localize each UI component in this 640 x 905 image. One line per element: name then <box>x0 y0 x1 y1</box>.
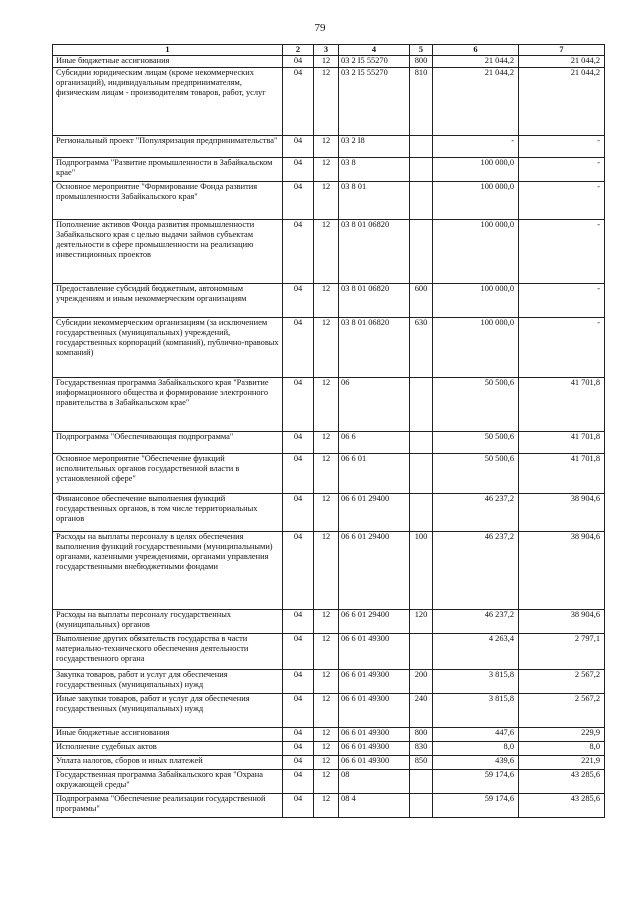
row-name: Субсидии юридическим лицам (кроме некоммерческих организаций), индивидуальным предпринимателям, физическим лицам - производителям товаров, работ, услуг <box>53 68 283 136</box>
table-row <box>53 610 605 634</box>
table-row <box>53 756 605 770</box>
row-name: Государственная программа Забайкальского края "Охрана окружающей среды" <box>53 770 283 794</box>
row-name: Иные бюджетные ассигнования <box>53 56 283 68</box>
row-name: Исполнение судебных актов <box>53 742 283 756</box>
table-row <box>53 494 605 532</box>
amount-year-2: 21 044,2 <box>519 56 605 68</box>
section-code: 04 <box>283 454 314 494</box>
table-row <box>53 454 605 494</box>
section-code: 04 <box>283 182 314 220</box>
amount-year-1: 59 174,6 <box>433 770 519 794</box>
subsection-code: 12 <box>314 670 339 694</box>
table-row <box>53 378 605 432</box>
target-article-code: 06 6 01 49300 <box>339 728 410 742</box>
target-article-code: 03 8 01 06820 <box>339 284 410 318</box>
row-name: Региональный проект "Популяризация предпринимательства" <box>53 136 283 158</box>
section-code: 04 <box>283 136 314 158</box>
row-name: Подпрограмма "Развитие промышленности в Забайкальском крае" <box>53 158 283 182</box>
amount-year-1: 21 044,2 <box>433 68 519 136</box>
amount-year-1: 46 237,2 <box>433 532 519 610</box>
section-code: 04 <box>283 728 314 742</box>
subsection-code: 12 <box>314 68 339 136</box>
expense-type-code: 810 <box>410 68 433 136</box>
subsection-code: 12 <box>314 220 339 284</box>
expense-type-code: 800 <box>410 56 433 68</box>
subsection-code: 12 <box>314 728 339 742</box>
amount-year-2: - <box>519 158 605 182</box>
expense-type-code: 120 <box>410 610 433 634</box>
expense-type-code: 830 <box>410 742 433 756</box>
target-article-code: 06 6 01 49300 <box>339 634 410 670</box>
row-name: Уплата налогов, сборов и иных платежей <box>53 756 283 770</box>
subsection-code: 12 <box>314 742 339 756</box>
section-code: 04 <box>283 158 314 182</box>
amount-year-2: 41 701,8 <box>519 454 605 494</box>
amount-year-1: 4 263,4 <box>433 634 519 670</box>
table-row <box>53 68 605 136</box>
table-row <box>53 670 605 694</box>
target-article-code: 06 6 01 <box>339 454 410 494</box>
expense-type-code <box>410 378 433 432</box>
table-row <box>53 794 605 818</box>
header-cell: 7 <box>519 45 605 56</box>
target-article-code: 06 6 01 49300 <box>339 756 410 770</box>
amount-year-1: 3 815,8 <box>433 670 519 694</box>
table-row <box>53 182 605 220</box>
amount-year-2: 41 701,8 <box>519 432 605 454</box>
target-article-code: 08 <box>339 770 410 794</box>
row-name: Пополнение активов Фонда развития промышленности Забайкальского края с целью выдачи займов субъектам деятельности в сфере промышленности на реализацию инвестиционных проектов <box>53 220 283 284</box>
amount-year-1: 21 044,2 <box>433 56 519 68</box>
amount-year-2: 21 044,2 <box>519 68 605 136</box>
subsection-code: 12 <box>314 794 339 818</box>
expense-type-code <box>410 158 433 182</box>
amount-year-2: - <box>519 284 605 318</box>
section-code: 04 <box>283 756 314 770</box>
section-code: 04 <box>283 610 314 634</box>
target-article-code: 06 6 01 29400 <box>339 494 410 532</box>
amount-year-2: - <box>519 220 605 284</box>
section-code: 04 <box>283 694 314 728</box>
page-number: 79 <box>314 22 326 34</box>
amount-year-2: 43 285,6 <box>519 770 605 794</box>
section-code: 04 <box>283 378 314 432</box>
expense-type-code <box>410 794 433 818</box>
amount-year-1: 100 000,0 <box>433 182 519 220</box>
amount-year-2: 8,0 <box>519 742 605 756</box>
budget-table <box>52 44 605 818</box>
target-article-code: 03 2 I8 <box>339 136 410 158</box>
section-code: 04 <box>283 284 314 318</box>
subsection-code: 12 <box>314 494 339 532</box>
amount-year-1: 46 237,2 <box>433 610 519 634</box>
expense-type-code <box>410 182 433 220</box>
table-row <box>53 742 605 756</box>
amount-year-1: 439,6 <box>433 756 519 770</box>
table-row <box>53 56 605 68</box>
row-name: Иные закупки товаров, работ и услуг для обеспечения государственных (муниципальных) нужд <box>53 694 283 728</box>
target-article-code: 03 8 01 <box>339 182 410 220</box>
section-code: 04 <box>283 318 314 378</box>
header-cell: 5 <box>410 45 433 56</box>
target-article-code: 03 2 I5 55270 <box>339 56 410 68</box>
section-code: 04 <box>283 670 314 694</box>
subsection-code: 12 <box>314 432 339 454</box>
header-cell: 4 <box>339 45 410 56</box>
amount-year-2: 41 701,8 <box>519 378 605 432</box>
expense-type-code: 850 <box>410 756 433 770</box>
target-article-code: 06 6 01 49300 <box>339 694 410 728</box>
header-cell: 6 <box>433 45 519 56</box>
amount-year-1: 100 000,0 <box>433 220 519 284</box>
amount-year-2: 221,9 <box>519 756 605 770</box>
row-name: Предоставление субсидий бюджетным, автономным учреждениям и иным некоммерческим организациям <box>53 284 283 318</box>
row-name: Иные бюджетные ассигнования <box>53 728 283 742</box>
expense-type-code: 600 <box>410 284 433 318</box>
subsection-code: 12 <box>314 182 339 220</box>
row-name: Подпрограмма "Обеспечение реализации государственной программы" <box>53 794 283 818</box>
table-row <box>53 728 605 742</box>
amount-year-1: 59 174,6 <box>433 794 519 818</box>
amount-year-2: 2 567,2 <box>519 670 605 694</box>
subsection-code: 12 <box>314 454 339 494</box>
expense-type-code: 800 <box>410 728 433 742</box>
table-row <box>53 136 605 158</box>
row-name: Субсидии некоммерческим организациям (за исключением государственных (муниципальных) учреждений, государственных корпораций (компаний), публично-правовых компаний) <box>53 318 283 378</box>
section-code: 04 <box>283 532 314 610</box>
amount-year-1: 3 815,8 <box>433 694 519 728</box>
table-body <box>53 56 605 818</box>
header-cell: 1 <box>53 45 283 56</box>
amount-year-1: 50 500,6 <box>433 454 519 494</box>
row-name: Расходы на выплаты персоналу в целях обеспечения выполнения функций государственными (муниципальными) органами, казенными учреждениями, органами управления государственными внебюджетными фондами <box>53 532 283 610</box>
subsection-code: 12 <box>314 634 339 670</box>
table-row <box>53 158 605 182</box>
table-row <box>53 318 605 378</box>
table-row <box>53 432 605 454</box>
expense-type-code <box>410 494 433 532</box>
expense-type-code: 200 <box>410 670 433 694</box>
section-code: 04 <box>283 220 314 284</box>
subsection-code: 12 <box>314 318 339 378</box>
subsection-code: 12 <box>314 378 339 432</box>
target-article-code: 06 6 01 29400 <box>339 610 410 634</box>
row-name: Выполнение других обязательств государства в части материально-технического обеспечения деятельности государственного органа <box>53 634 283 670</box>
table-header-row <box>53 45 605 56</box>
target-article-code: 03 8 <box>339 158 410 182</box>
target-article-code: 06 6 01 49300 <box>339 670 410 694</box>
subsection-code: 12 <box>314 756 339 770</box>
amount-year-1: 447,6 <box>433 728 519 742</box>
section-code: 04 <box>283 770 314 794</box>
amount-year-2: 2 567,2 <box>519 694 605 728</box>
section-code: 04 <box>283 494 314 532</box>
amount-year-1: 100 000,0 <box>433 318 519 378</box>
section-code: 04 <box>283 68 314 136</box>
section-code: 04 <box>283 432 314 454</box>
amount-year-1: 50 500,6 <box>433 432 519 454</box>
expense-type-code <box>410 136 433 158</box>
subsection-code: 12 <box>314 770 339 794</box>
expense-type-code <box>410 454 433 494</box>
amount-year-2: 229,9 <box>519 728 605 742</box>
amount-year-1: 100 000,0 <box>433 284 519 318</box>
table-row <box>53 532 605 610</box>
row-name: Подпрограмма "Обеспечивающая подпрограмма" <box>53 432 283 454</box>
table-row <box>53 220 605 284</box>
expense-type-code: 240 <box>410 694 433 728</box>
table-row <box>53 694 605 728</box>
expense-type-code <box>410 634 433 670</box>
amount-year-2: 38 904,6 <box>519 532 605 610</box>
section-code: 04 <box>283 56 314 68</box>
target-article-code: 06 <box>339 378 410 432</box>
target-article-code: 03 2 I5 55270 <box>339 68 410 136</box>
expense-type-code <box>410 770 433 794</box>
expense-type-code <box>410 220 433 284</box>
row-name: Финансовое обеспечение выполнения функций государственных органов, в том числе территориальных органов <box>53 494 283 532</box>
target-article-code: 06 6 01 29400 <box>339 532 410 610</box>
subsection-code: 12 <box>314 284 339 318</box>
row-name: Основное мероприятие "Формирование Фонда развития промышленности Забайкальского края" <box>53 182 283 220</box>
amount-year-1: 100 000,0 <box>433 158 519 182</box>
row-name: Закупка товаров, работ и услуг для обеспечения государственных (муниципальных) нужд <box>53 670 283 694</box>
amount-year-2: - <box>519 136 605 158</box>
target-article-code: 03 8 01 06820 <box>339 318 410 378</box>
amount-year-2: 43 285,6 <box>519 794 605 818</box>
section-code: 04 <box>283 634 314 670</box>
section-code: 04 <box>283 794 314 818</box>
target-article-code: 06 6 01 49300 <box>339 742 410 756</box>
table-row <box>53 284 605 318</box>
amount-year-2: 2 797,1 <box>519 634 605 670</box>
table-row <box>53 770 605 794</box>
amount-year-1: 50 500,6 <box>433 378 519 432</box>
amount-year-1: - <box>433 136 519 158</box>
amount-year-2: 38 904,6 <box>519 610 605 634</box>
subsection-code: 12 <box>314 610 339 634</box>
target-article-code: 03 8 01 06820 <box>339 220 410 284</box>
table-row <box>53 634 605 670</box>
amount-year-1: 46 237,2 <box>433 494 519 532</box>
subsection-code: 12 <box>314 694 339 728</box>
header-cell: 3 <box>314 45 339 56</box>
expense-type-code: 100 <box>410 532 433 610</box>
header-cell: 2 <box>283 45 314 56</box>
amount-year-2: - <box>519 182 605 220</box>
row-name: Государственная программа Забайкальского края "Развитие информационного общества и формирование электронного правительства в Забайкальском крае" <box>53 378 283 432</box>
target-article-code: 08 4 <box>339 794 410 818</box>
row-name: Расходы на выплаты персоналу государственных (муниципальных) органов <box>53 610 283 634</box>
amount-year-2: 38 904,6 <box>519 494 605 532</box>
section-code: 04 <box>283 742 314 756</box>
expense-type-code: 630 <box>410 318 433 378</box>
subsection-code: 12 <box>314 136 339 158</box>
amount-year-2: - <box>519 318 605 378</box>
amount-year-1: 8,0 <box>433 742 519 756</box>
subsection-code: 12 <box>314 158 339 182</box>
target-article-code: 06 6 <box>339 432 410 454</box>
row-name: Основное мероприятие "Обеспечение функций исполнительных органов государственной власти в установленной сфере" <box>53 454 283 494</box>
expense-type-code <box>410 432 433 454</box>
subsection-code: 12 <box>314 56 339 68</box>
subsection-code: 12 <box>314 532 339 610</box>
